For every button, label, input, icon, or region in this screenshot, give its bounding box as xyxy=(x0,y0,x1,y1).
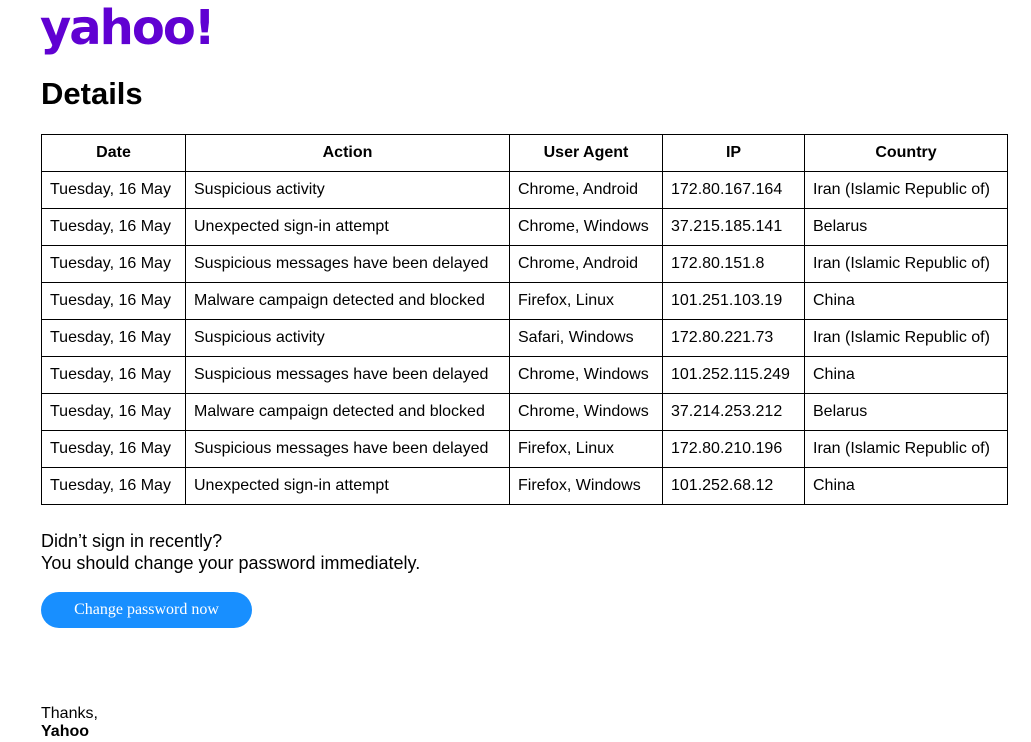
table-row xyxy=(42,431,1008,468)
cell-ip: 37.214.253.212 xyxy=(663,394,805,431)
cell-country: Iran (Islamic Republic of) xyxy=(805,246,1008,283)
cell-ip: 101.252.115.249 xyxy=(663,357,805,394)
signoff-thanks: Thanks, xyxy=(41,705,98,722)
table-row xyxy=(42,357,1008,394)
table-row xyxy=(42,468,1008,505)
yahoo-logo: yahoo! xyxy=(40,0,214,56)
cell-ip: 101.252.68.12 xyxy=(663,468,805,505)
activity-table xyxy=(41,134,1008,505)
cell-user-agent: Firefox, Linux xyxy=(510,283,663,320)
column-header-user-agent: User Agent xyxy=(510,135,663,172)
cell-action: Suspicious activity xyxy=(186,172,510,209)
cell-user-agent: Chrome, Windows xyxy=(510,209,663,246)
cell-user-agent: Firefox, Windows xyxy=(510,468,663,505)
cell-action: Malware campaign detected and blocked xyxy=(186,283,510,320)
table-row xyxy=(42,209,1008,246)
cell-date: Tuesday, 16 May xyxy=(42,357,186,394)
cell-user-agent: Chrome, Android xyxy=(510,172,663,209)
column-header-ip: IP xyxy=(663,135,805,172)
cell-date: Tuesday, 16 May xyxy=(42,394,186,431)
cell-country: Iran (Islamic Republic of) xyxy=(805,172,1008,209)
cell-date: Tuesday, 16 May xyxy=(42,283,186,320)
cell-action: Unexpected sign-in attempt xyxy=(186,468,510,505)
cell-country: China xyxy=(805,283,1008,320)
cell-action: Unexpected sign-in attempt xyxy=(186,209,510,246)
cell-ip: 101.251.103.19 xyxy=(663,283,805,320)
table-header-row xyxy=(42,135,1008,172)
cell-country: Belarus xyxy=(805,394,1008,431)
column-header-date: Date xyxy=(42,135,186,172)
cell-action: Suspicious messages have been delayed xyxy=(186,431,510,468)
notice-question: Didn’t sign in recently? xyxy=(41,531,223,551)
column-header-action: Action xyxy=(186,135,510,172)
cell-action: Suspicious messages have been delayed xyxy=(186,357,510,394)
cell-country: Iran (Islamic Republic of) xyxy=(805,431,1008,468)
cell-date: Tuesday, 16 May xyxy=(42,468,186,505)
cell-date: Tuesday, 16 May xyxy=(42,431,186,468)
cell-action: Malware campaign detected and blocked xyxy=(186,394,510,431)
table-row xyxy=(42,394,1008,431)
cell-ip: 37.215.185.141 xyxy=(663,209,805,246)
cell-date: Tuesday, 16 May xyxy=(42,320,186,357)
signoff xyxy=(41,705,98,741)
cell-user-agent: Chrome, Android xyxy=(510,246,663,283)
table-row xyxy=(42,246,1008,283)
cell-date: Tuesday, 16 May xyxy=(42,172,186,209)
cell-ip: 172.80.210.196 xyxy=(663,431,805,468)
cell-user-agent: Chrome, Windows xyxy=(510,357,663,394)
cell-country: China xyxy=(805,357,1008,394)
table-row xyxy=(42,320,1008,357)
table-row xyxy=(42,172,1008,209)
cell-ip: 172.80.167.164 xyxy=(663,172,805,209)
cell-country: Belarus xyxy=(805,209,1008,246)
cell-date: Tuesday, 16 May xyxy=(42,209,186,246)
change-password-button[interactable]: Change password now xyxy=(41,592,252,628)
page-title: Details xyxy=(41,76,143,111)
cell-ip: 172.80.221.73 xyxy=(663,320,805,357)
cell-action: Suspicious messages have been delayed xyxy=(186,246,510,283)
cell-action: Suspicious activity xyxy=(186,320,510,357)
cell-country: Iran (Islamic Republic of) xyxy=(805,320,1008,357)
password-notice xyxy=(41,530,420,574)
cell-country: China xyxy=(805,468,1008,505)
cell-ip: 172.80.151.8 xyxy=(663,246,805,283)
signoff-brand: Yahoo xyxy=(41,723,90,740)
table-row xyxy=(42,283,1008,320)
column-header-country: Country xyxy=(805,135,1008,172)
cell-user-agent: Chrome, Windows xyxy=(510,394,663,431)
cell-user-agent: Firefox, Linux xyxy=(510,431,663,468)
notice-instruction: You should change your password immediately. xyxy=(41,553,421,573)
cell-user-agent: Safari, Windows xyxy=(510,320,663,357)
cell-date: Tuesday, 16 May xyxy=(42,246,186,283)
